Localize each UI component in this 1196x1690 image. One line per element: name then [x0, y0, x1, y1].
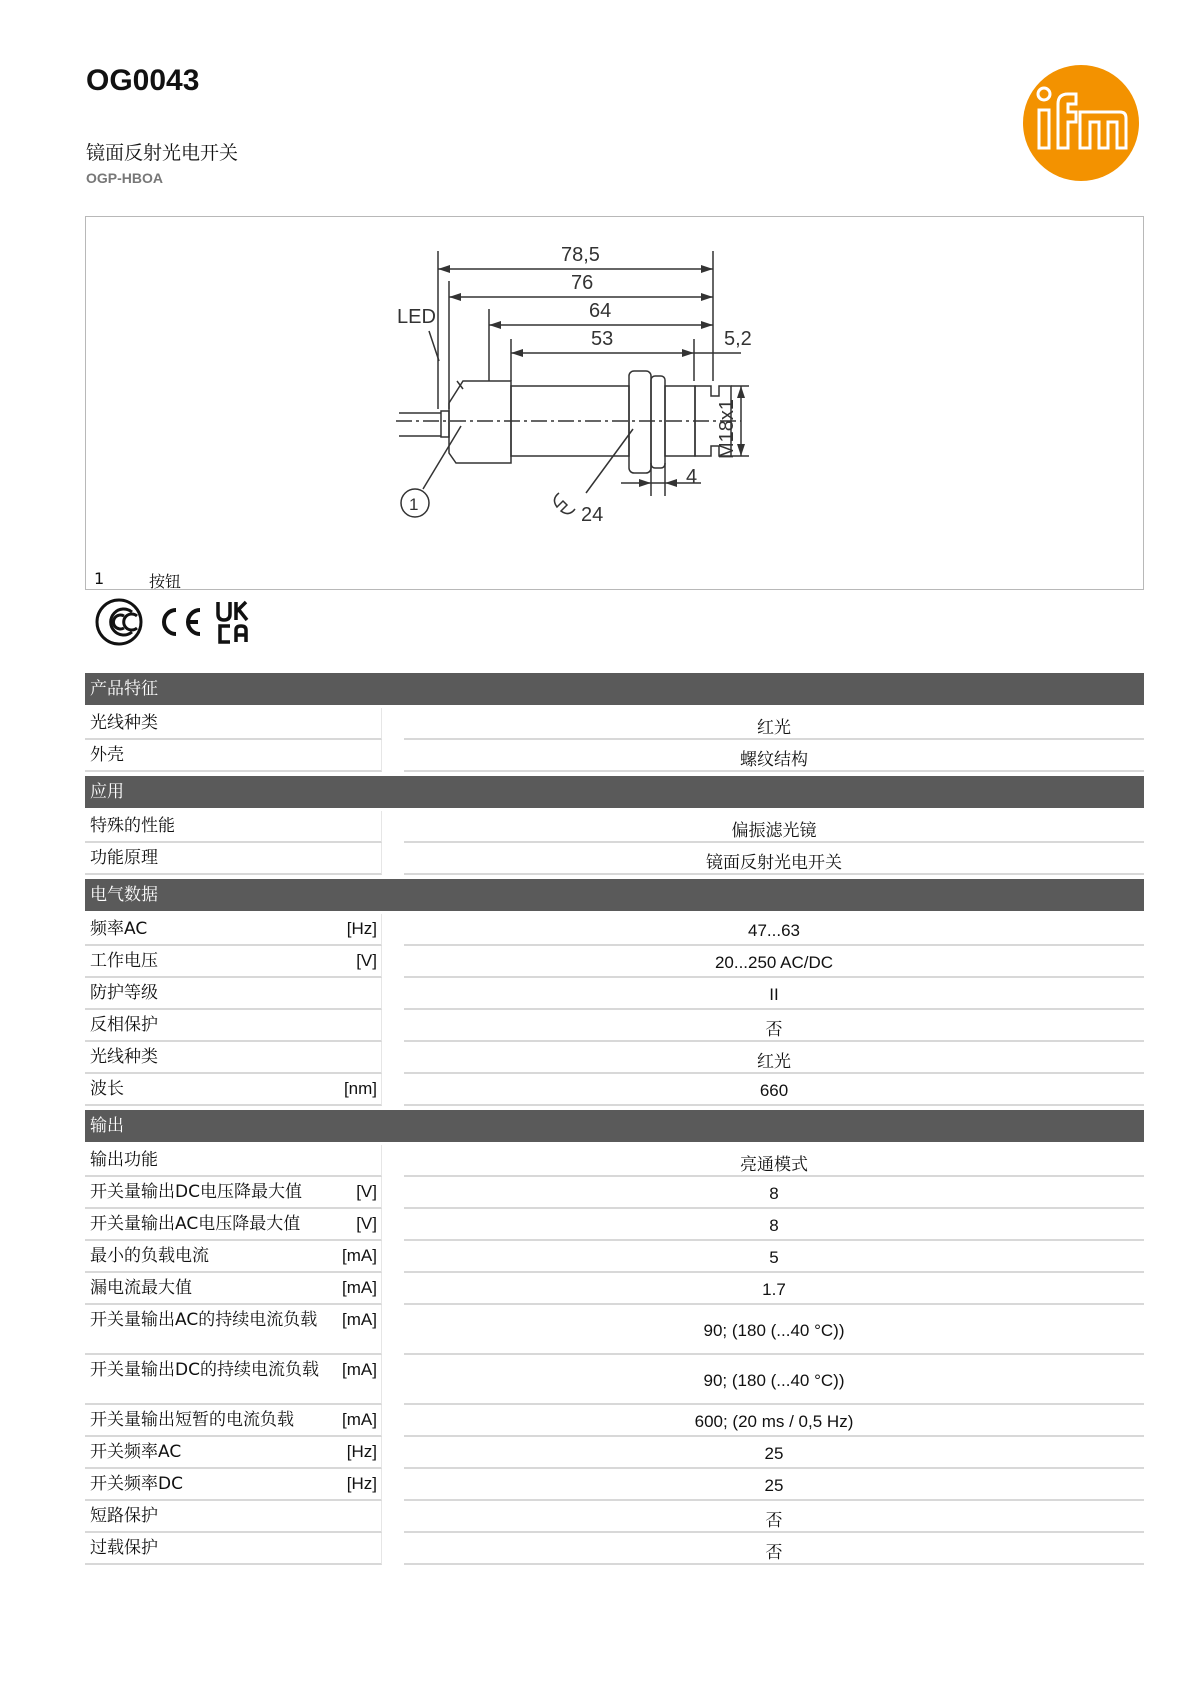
spec-label: 防护等级: [90, 983, 158, 1003]
dim-thread: M18x1: [716, 398, 738, 459]
spec-value: 偏振滤光镜: [404, 811, 1144, 843]
dimension-drawing: [85, 216, 1144, 590]
spec-row: [85, 1042, 1144, 1074]
ifm-logo-icon: [1022, 64, 1140, 182]
type-code: OGP-HBOA: [86, 170, 163, 186]
dim-5-2: 5,2: [724, 328, 752, 350]
dim-53: 53: [591, 328, 614, 350]
spec-unit: [Hz]: [346, 919, 377, 938]
spec-row: [85, 1177, 1144, 1209]
spec-label-cell: [85, 1010, 382, 1042]
spec-unit: [mA]: [342, 1278, 377, 1297]
dim-4: 4: [686, 466, 698, 488]
spec-label-cell: [85, 708, 382, 740]
spec-value: 镜面反射光电开关: [404, 843, 1144, 875]
spec-table: [85, 673, 1144, 1569]
spec-unit: [mA]: [342, 1360, 377, 1379]
spec-label-cell: [85, 740, 382, 772]
spec-section: [85, 1110, 1144, 1565]
spec-row: [85, 1501, 1144, 1533]
spec-row: [85, 1355, 1144, 1405]
spec-value: 25: [404, 1437, 1144, 1469]
spec-row: [85, 1209, 1144, 1241]
spec-row: [85, 708, 1144, 740]
spec-row: [85, 978, 1144, 1010]
spec-label: 工作电压: [90, 951, 158, 971]
ce-icon: [164, 610, 200, 634]
spec-row: [85, 1533, 1144, 1565]
spec-row: [85, 1010, 1144, 1042]
spec-row: [85, 1273, 1144, 1305]
dim-64: 64: [589, 300, 612, 322]
spec-label-cell: [85, 1469, 382, 1501]
spec-unit: [Hz]: [346, 1474, 377, 1493]
dim-78-5: 78,5: [561, 244, 600, 266]
spec-row: [85, 740, 1144, 772]
spec-value: 25: [404, 1469, 1144, 1501]
spec-unit: [V]: [356, 951, 377, 970]
spec-label-cell: [85, 811, 382, 843]
marker-1: 1: [409, 495, 419, 514]
spec-label: 波长: [90, 1079, 124, 1099]
spec-row: [85, 811, 1144, 843]
technical-drawing: [397, 231, 831, 561]
spec-label-cell: [85, 978, 382, 1010]
spec-value: 红光: [404, 708, 1144, 740]
spec-label: 光线种类: [90, 713, 158, 733]
spec-label: 漏电流最大值: [90, 1278, 192, 1298]
spec-value: II: [404, 978, 1144, 1010]
spec-value: 660: [404, 1074, 1144, 1106]
spec-label-cell: [85, 1355, 382, 1405]
spec-label: 短路保护: [90, 1506, 158, 1526]
ukca-icon: [218, 602, 247, 642]
spec-label-cell: [85, 1305, 382, 1355]
led-label: LED: [397, 306, 436, 328]
section-title: 电气数据: [85, 879, 1144, 911]
spec-value: 20...250 AC/DC: [404, 946, 1144, 978]
spec-label: 开关量输出DC电压降最大值: [90, 1182, 302, 1202]
spec-label: 反相保护: [90, 1015, 158, 1035]
product-subtitle: 镜面反射光电开关: [86, 142, 239, 164]
spec-label: 频率AC: [90, 919, 148, 939]
product-code: OG0043: [86, 64, 200, 97]
legend-number: 1: [94, 569, 105, 588]
spec-unit: [nm]: [343, 1079, 377, 1098]
spec-label-cell: [85, 1209, 382, 1241]
spec-unit: [V]: [356, 1182, 377, 1201]
spec-unit: [Hz]: [346, 1442, 377, 1461]
spec-label: 外壳: [90, 745, 124, 765]
spec-label: 开关频率AC: [90, 1442, 182, 1462]
spec-row: [85, 1469, 1144, 1501]
certification-marks: [92, 598, 272, 646]
spec-section: [85, 776, 1144, 875]
spec-label-cell: [85, 1074, 382, 1106]
spec-label: 功能原理: [90, 848, 158, 868]
spec-value: 亮通模式: [404, 1145, 1144, 1177]
spec-row: [85, 1145, 1144, 1177]
spec-unit: [mA]: [342, 1246, 377, 1265]
spec-value: 5: [404, 1241, 1144, 1273]
spec-unit: [mA]: [342, 1410, 377, 1429]
spec-row: [85, 1074, 1144, 1106]
spec-label: 开关频率DC: [90, 1474, 183, 1494]
spec-value: 90; (180 (...40 °C)): [404, 1355, 1144, 1405]
spec-label-cell: [85, 843, 382, 875]
spec-label-cell: [85, 914, 382, 946]
spec-section: [85, 879, 1144, 1106]
spec-row: [85, 914, 1144, 946]
spec-label-cell: [85, 1273, 382, 1305]
ccc-icon: [97, 600, 141, 644]
spec-unit: [mA]: [342, 1310, 377, 1329]
spec-row: [85, 1241, 1144, 1273]
spec-value: 90; (180 (...40 °C)): [404, 1305, 1144, 1355]
spec-value: 600; (20 ms / 0,5 Hz): [404, 1405, 1144, 1437]
spec-value: 否: [404, 1533, 1144, 1565]
spec-label: 开关量输出短暂的电流负载: [90, 1410, 294, 1430]
spec-value: 否: [404, 1010, 1144, 1042]
spec-label: 光线种类: [90, 1047, 158, 1067]
spec-section: [85, 673, 1144, 772]
spec-value: 1.7: [404, 1273, 1144, 1305]
spec-label: 开关量输出DC的持续电流负载: [90, 1360, 319, 1380]
spec-row: [85, 1305, 1144, 1355]
spec-value: 红光: [404, 1042, 1144, 1074]
spec-label-cell: [85, 1241, 382, 1273]
spec-row: [85, 843, 1144, 875]
spec-label: 开关量输出AC的持续电流负载: [90, 1310, 318, 1330]
spec-label: 输出功能: [90, 1150, 158, 1170]
spec-value: 8: [404, 1209, 1144, 1241]
spec-label-cell: [85, 1533, 382, 1565]
spec-value: 8: [404, 1177, 1144, 1209]
spec-label-cell: [85, 1501, 382, 1533]
legend-text: 按钮: [149, 572, 182, 591]
section-title: 应用: [85, 776, 1144, 808]
spec-label: 最小的负载电流: [90, 1246, 209, 1266]
dim-wrench: 24: [581, 504, 604, 526]
section-title: 输出: [85, 1110, 1144, 1142]
section-title: 产品特征: [85, 673, 1144, 705]
spec-label: 特殊的性能: [90, 816, 175, 836]
spec-label: 开关量输出AC电压降最大值: [90, 1214, 301, 1234]
dim-76: 76: [571, 272, 594, 294]
spec-row: [85, 946, 1144, 978]
spec-label: 过载保护: [90, 1538, 158, 1558]
spec-value: 否: [404, 1501, 1144, 1533]
spec-label-cell: [85, 1145, 382, 1177]
spec-label-cell: [85, 1405, 382, 1437]
spec-label-cell: [85, 1437, 382, 1469]
spec-value: 47...63: [404, 914, 1144, 946]
spec-value: 螺纹结构: [404, 740, 1144, 772]
spec-label-cell: [85, 1177, 382, 1209]
spec-row: [85, 1437, 1144, 1469]
spec-label-cell: [85, 1042, 382, 1074]
spec-label-cell: [85, 946, 382, 978]
spec-unit: [V]: [356, 1214, 377, 1233]
spec-row: [85, 1405, 1144, 1437]
